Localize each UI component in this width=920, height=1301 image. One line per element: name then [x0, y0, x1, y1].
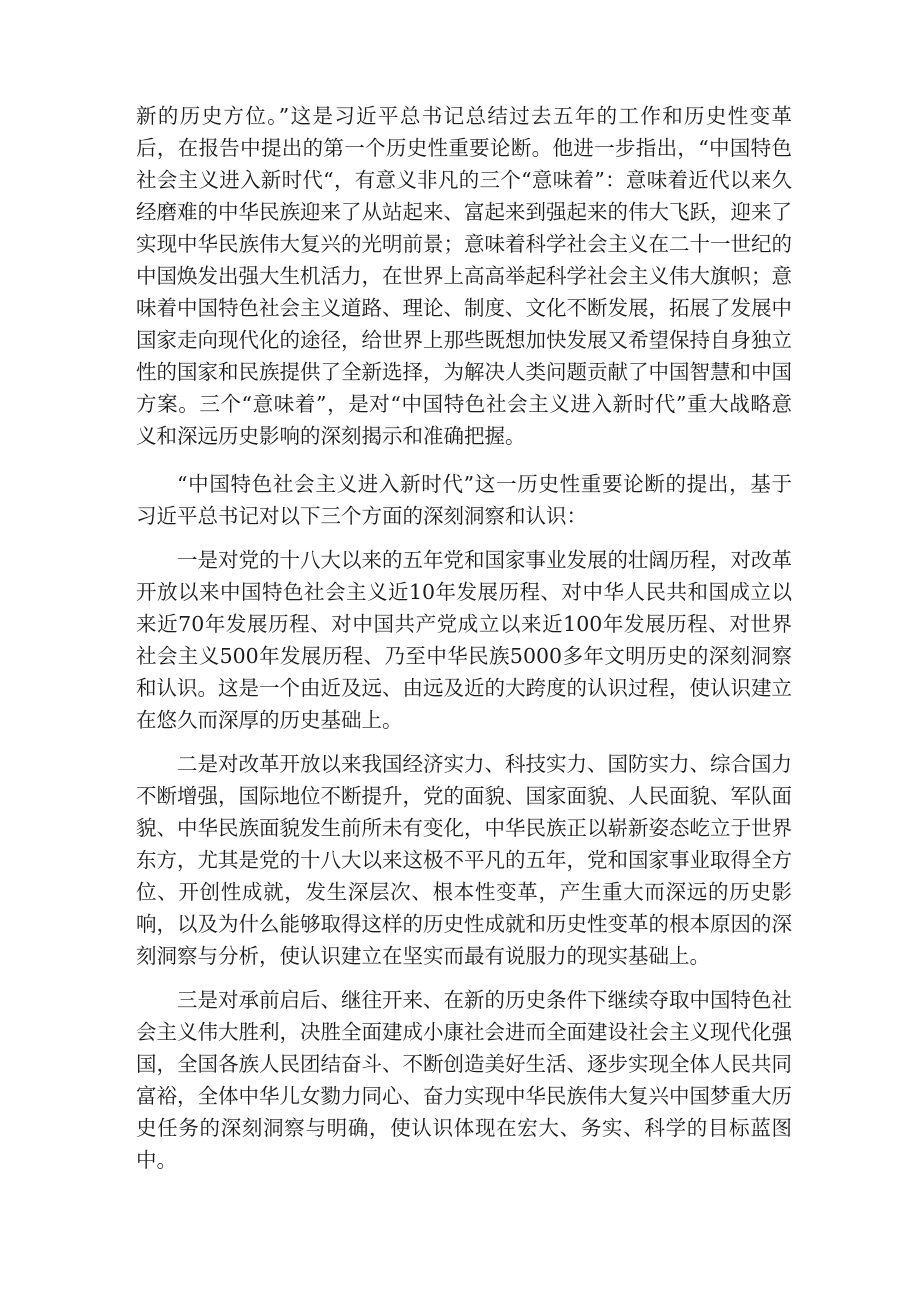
paragraph-continuation: 新的历史方位。”这是习近平总书记总结过去五年的工作和历史性变革后，在报告中提出的第一个历史性重要论断。他进一步指出，“中国特色社会主义进入新时代“，有意义非凡的三个“意味着”：意味着近代以来久经磨难的中华民族迎来了从站起来、富起来到强起来的伟大飞跃，迎来了实现中华民族伟大复兴的光明前景；意味着科学社会主义在二十一世纪的中国焕发出强大生机活力，在世界上高高举起科学社会主义伟大旗帜；意味着中国特色社会主义道路、理论、制度、文化不断发展，拓展了发展中国家走向现代化的途径，给世界上那些既想加快发展又希望保持自身独立性的国家和民族提供了全新选择，为解决人类问题贡献了中国智慧和中国方案。三个“意味着”，是对“中国特色社会主义进入新时代”重大战略意义和深远历史影响的深刻揭示和准确把握。 — [136, 104, 792, 448]
paragraph-point-one: 一是对党的十八大以来的五年党和国家事业发展的壮阔历程，对改革开放以来中国特色社会主义近10年发展历程、对中华人民共和国成立以来近70年发展历程、对中国共产党成立以来近100年发展历程、对世界社会主义500年发展历程、乃至中华民族5000多年文明历史的深刻洞察和认识。这是一个由近及远、由远及近的大跨度的认识过程，使认识建立在悠久而深厚的历史基础上。 — [136, 548, 792, 732]
paragraph-thesis: “中国特色社会主义进入新时代”这一历史性重要论断的提出，基于习近平总书记对以下三个方面的深刻洞察和认识： — [136, 472, 792, 528]
document-body — [136, 100, 792, 1188]
paragraph-point-three: 三是对承前启后、继往开来、在新的历史条件下继续夺取中国特色社会主义伟大胜利，决胜全面建成小康社会进而全面建设社会主义现代化强国，全国各族人民团结奋斗、不断创造美好生活、逐步实现全体人民共同富裕，全体中华儿女勠力同心、奋力实现中华民族伟大复兴中国梦重大历史任务的深刻洞察与明确，使认识体现在宏大、务实、科学的目标蓝图中。 — [136, 988, 792, 1172]
paragraph-point-two: 二是对改革开放以来我国经济实力、科技实力、国防实力、综合国力不断增强，国际地位不断提升，党的面貌、国家面貌、人民面貌、军队面貌、中华民族面貌发生前所未有变化，中华民族正以崭新姿态屹立于世界东方，尤其是党的十八大以来这极不平凡的五年，党和国家事业取得全方位、开创性成就，发生深层次、根本性变革，产生重大而深远的历史影响，以及为什么能够取得这样的历史性成就和历史性变革的根本原因的深刻洞察与分析，使认识建立在坚实而最有说服力的现实基础上。 — [136, 752, 792, 968]
